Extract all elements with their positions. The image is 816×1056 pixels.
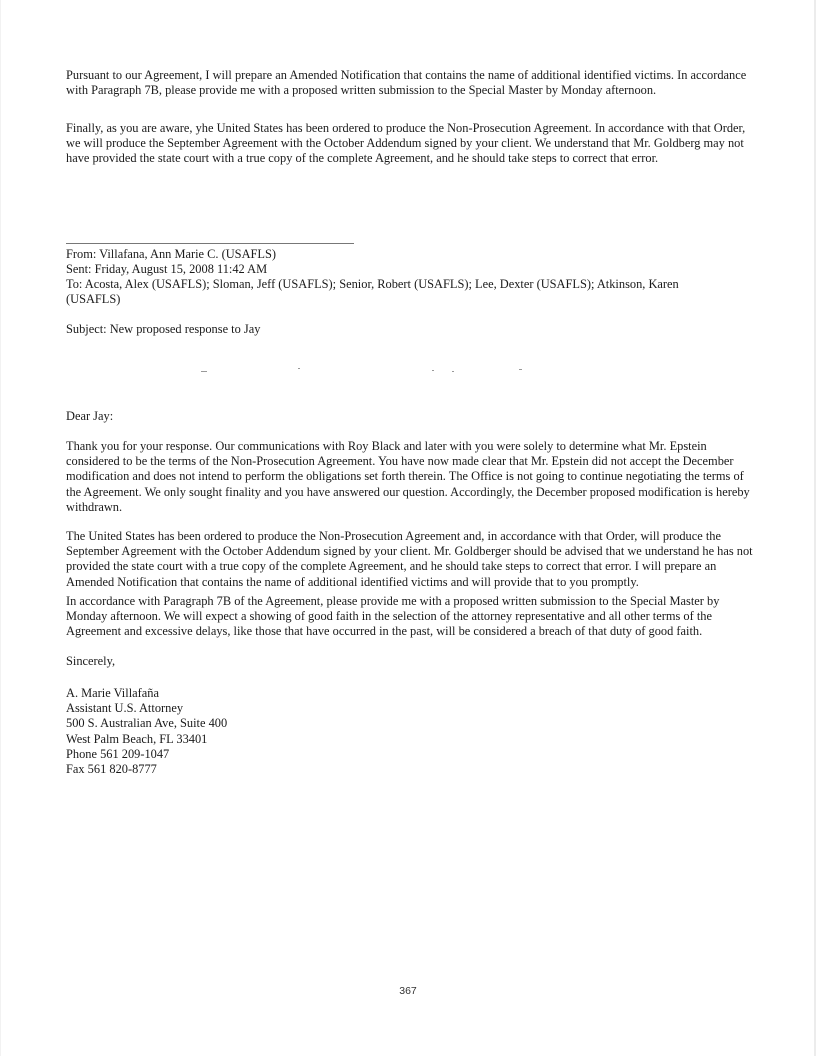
header-sent: Sent: Friday, August 15, 2008 11:42 AM bbox=[66, 262, 268, 276]
signature-title: Assistant U.S. Attorney bbox=[66, 701, 184, 716]
scan-speck bbox=[519, 369, 522, 370]
scan-speck bbox=[298, 368, 300, 369]
letter-paragraph-special-master: In accordance with Paragraph 7B of the Agreement, please provide me with a proposed written submission to the Special Master by Monday afternoon. We will expect a showing of good faith in the selection of the attorney representative and all other terms of the Agreement and excessive delays, like those that have occurred in the past, will be considered a breach of that duty of good faith. bbox=[66, 594, 720, 639]
header-from: From: Villafana, Ann Marie C. (USAFLS) bbox=[66, 247, 276, 261]
signature-phone: Phone 561 209-1047 bbox=[66, 746, 170, 761]
closing: Sincerely, bbox=[66, 654, 116, 668]
signature-fax: Fax 561 820-8777 bbox=[66, 762, 157, 777]
salutation: Dear Jay: bbox=[66, 409, 114, 423]
body-paragraph-non-prosecution-order: Finally, as you are aware, yhe United States has been ordered to produce the Non-Prosecution Agreement. In accordance with that Order, we will produce the September Agreement with the October Addendum signed by your client. We understand that Mr. Goldberg may not have provided the state court with a true copy of the complete Agreement, and he should take steps to correct that error. bbox=[66, 121, 746, 166]
header-to: To: Acosta, Alex (USAFLS); Sloman, Jeff (USAFLS); Senior, Robert (USAFLS); Lee, Dexter (USAFLS); Atkinson, Karen (USAFLS) bbox=[66, 277, 679, 307]
signature-address-line-2: West Palm Beach, FL 33401 bbox=[66, 731, 208, 746]
header-subject: Subject: New proposed response to Jay bbox=[66, 322, 261, 336]
letter-paragraph-response: Thank you for your response. Our communications with Roy Black and later with you were solely to determine what Mr. Epstein considered to be the terms of the Non-Prosecution Agreement. You have now made clear that Mr. Epstein did not accept the December modification and does not intend to perform the obligations set forth therein. The Office is not going to continue negotiating the terms of the Agreement. We only sought finality and you have answered our question. Accordingly, the December proposed modification is hereby withdrawn. bbox=[66, 439, 750, 514]
forward-separator-rule bbox=[66, 243, 354, 244]
page-number: 367 bbox=[399, 985, 417, 997]
scan-speck bbox=[201, 371, 207, 372]
page-edge-left bbox=[0, 0, 1, 1056]
signature-name: A. Marie Villafaña bbox=[66, 686, 159, 700]
body-paragraph-amended-notification: Pursuant to our Agreement, I will prepare an Amended Notification that contains the name of additional identified victims. In accordance with Paragraph 7B, please provide me with a proposed written submission to the Special Master by Monday afternoon. bbox=[66, 68, 747, 98]
letter-paragraph-order: The United States has been ordered to produce the Non-Prosecution Agreement and, in accordance with that Order, will produce the September Agreement with the October Addendum signed by your client. Mr. Goldberger should be advised that we understand he has not provided the state court with a true copy of the complete Agreement, and he should take steps to correct that error. I will prepare an Amended Notification that contains the name of additional identified victims and will provide that to you promptly. bbox=[66, 529, 753, 589]
scan-speck bbox=[432, 370, 434, 371]
signature-address-line-1: 500 S. Australian Ave, Suite 400 bbox=[66, 716, 228, 731]
scan-speck bbox=[452, 371, 454, 372]
signature-block bbox=[66, 686, 756, 777]
